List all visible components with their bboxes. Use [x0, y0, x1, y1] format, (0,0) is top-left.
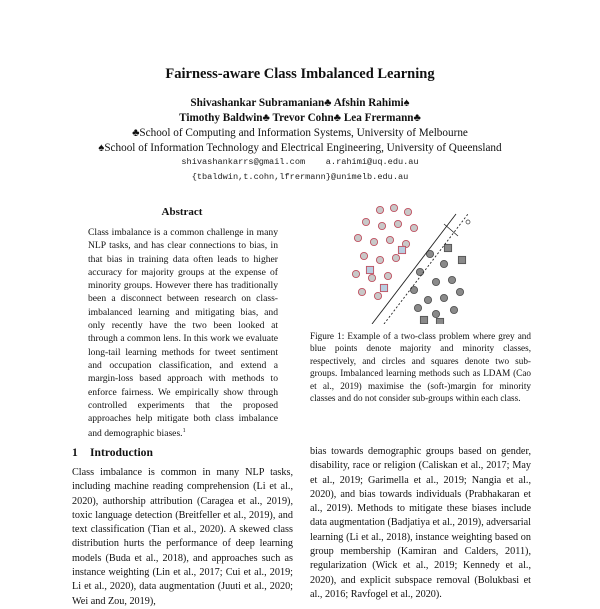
section-heading-introduction: [72, 446, 153, 459]
affiliation-1: ♣School of Computing and Information Systems, University of Melbourne: [132, 127, 468, 139]
author-line-2: Timothy Baldwin♣ Trevor Cohn♣ Lea Frermann♣: [179, 112, 421, 124]
majority-circle-point: [360, 252, 367, 259]
figure-1-caption: Figure 1: Example of a two-class problem where grey and blue points denote majority and minority classes, respectively, and circles and squares denote two sub-groups. Imbalanced learning methods such as LDAM (Cao et al., 2019) maximise the (soft-)margin for minority classes and do not consider sub-groups within each class.: [310, 331, 531, 404]
abstract-text: Class imbalance is a common challenge in many NLP tasks, and has clear connections to bias, in that bias in training data often leads to higher accuracy for majority groups at the expense of minority groups. However there has traditionally been a disconnect between research on class-imbalanced learning and mitigating bias, and only recently have the two been looked at through a common lens. In this work we evaluate long-tail learning methods for tweet sentiment and occupation classification, and extend a margin-loss based approach with methods to enforce fairness. We empirically show through controlled experiments that the proposed approaches help mitigate both class imbalance and demographic biases.: [88, 227, 278, 440]
introduction-column-1: Class imbalance is common in many NLP tasks, including machine reading comprehension (Li et al., 2020), authorship attribution (Caragea et al., 2019), toxic language detection (Breitfeller et al., 2019), and text classification (Tian et al., 2020). A skewed class distribution hurts the performance of deep learning models (Buda et al., 2018), and approaches such as instance weighting (Lin et al., 2017; Cui et al., 2019; Li et al., 2020), data augmentation (Juuti et al., 2020; Wei and Zou, 2019),: [72, 467, 293, 607]
majority-circle-point: [378, 222, 385, 229]
minority-circle-point: [440, 294, 447, 301]
introduction-column-2: bias towards demographic groups based on gender, disability, race or religion (Caliskan et al., 2017; May et al., 2019; Garimella et al., 2019; Nangia et al., 2020), and bias towards individuals (Prabhakaran et al., 2019). Methods to mitigate these biases include data augmentation (Badjatiya et al., 2019), adversarial learning (Li et al., 2018), instance weighting based on group membership (Kamiran and Calders, 2011), regularization (Wick et al., 2019; Kennedy et al., 2020), and explicit subspace removal (Bolukbasi et al., 2016; Ravfogel et al., 2020).: [310, 446, 531, 600]
majority-circle-point: [392, 254, 399, 261]
minority-circle-point: [440, 260, 447, 267]
majority-circle-point: [358, 288, 365, 295]
minority-circle-point: [414, 304, 421, 311]
minority-square-point: [444, 244, 451, 251]
abstract-heading: Abstract: [161, 206, 203, 218]
minority-circle-point: [448, 276, 455, 283]
majority-circle-point: [352, 270, 359, 277]
majority-square-point: [380, 284, 387, 291]
majority-circle-point: [376, 256, 383, 263]
majority-circle-point: [394, 220, 401, 227]
majority-circle-point: [370, 238, 377, 245]
minority-circle-point: [416, 268, 423, 275]
majority-square-point: [398, 246, 405, 253]
minority-square-point: [420, 316, 427, 323]
minority-circle-point: [432, 278, 439, 285]
abstract-body: [88, 226, 278, 441]
majority-circle-point: [354, 234, 361, 241]
email-line-2: {tbaldwin,t.cohn,lfrermann}@unimelb.edu.au: [191, 172, 409, 182]
minority-square-point: [458, 256, 465, 263]
minority-circle-point: [432, 310, 439, 317]
outlier-point: [466, 220, 470, 224]
margin-arrow: [444, 224, 458, 236]
author-line-1: Shivashankar Subramanian♣ Afshin Rahimi♠: [190, 97, 410, 109]
majority-circle-point: [404, 208, 411, 215]
figure-1-scatter-plot: [344, 200, 474, 324]
affiliation-2: ♠School of Information Technology and Electrical Engineering, University of Queensland: [98, 142, 502, 154]
paper-title: Fairness-aware Class Imbalanced Learning: [165, 66, 435, 82]
majority-circle-point: [376, 206, 383, 213]
majority-square-point: [366, 266, 373, 273]
majority-circle-point: [390, 204, 397, 211]
section-number: 1: [72, 446, 78, 459]
email-line-1: shivashankarrs@gmail.com a.rahimi@uq.edu.au: [181, 157, 419, 167]
minority-circle-point: [424, 296, 431, 303]
majority-circle-point: [362, 218, 369, 225]
footnote-mark: 1: [182, 428, 186, 435]
minority-circle-point: [450, 306, 457, 313]
majority-circle-point: [410, 224, 417, 231]
majority-circle-point: [368, 274, 375, 281]
majority-circle-point: [374, 292, 381, 299]
minority-square-point: [436, 318, 443, 324]
majority-circle-point: [384, 272, 391, 279]
majority-circle-point: [386, 236, 393, 243]
minority-circle-point: [456, 288, 463, 295]
section-title: Introduction: [90, 446, 153, 459]
